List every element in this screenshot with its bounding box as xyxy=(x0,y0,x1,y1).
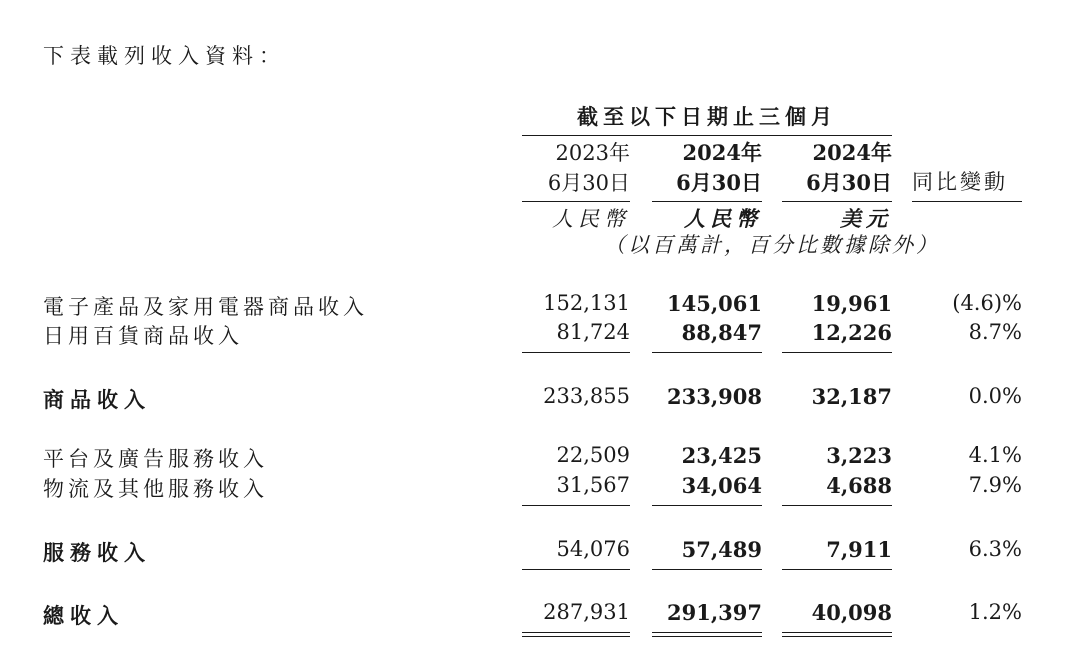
col-2024-usd-date: 6月30日 xyxy=(806,170,892,195)
subtotal-rule xyxy=(782,352,892,353)
cell-2024-cny: 34,064 xyxy=(681,473,762,498)
cell-change: 0.0% xyxy=(968,384,1022,408)
col-2024-cny-rule xyxy=(652,201,762,202)
subtotal-rule xyxy=(522,505,630,506)
cell-2023: 54,076 xyxy=(556,537,630,561)
subtotal-rule xyxy=(652,569,762,570)
row-label-logistics: 物流及其他服務收入 xyxy=(43,477,268,501)
col-2023-currency: 人民幣 xyxy=(552,207,630,231)
subtotal-rule xyxy=(522,569,630,570)
cell-2024-usd: 19,961 xyxy=(811,291,892,316)
period-header: 截至以下日期止三個月 xyxy=(577,104,837,129)
period-rule xyxy=(522,135,892,136)
col-2023-date: 6月30日 xyxy=(547,171,630,195)
col-2024-usd-rule xyxy=(782,201,892,202)
col-2023-header xyxy=(522,138,630,198)
row-label-product-revenue: 商品收入 xyxy=(43,387,151,412)
col-2024-cny-currency: 人民幣 xyxy=(684,206,762,231)
cell-change: 8.7% xyxy=(968,320,1022,344)
total-double-rule xyxy=(782,636,892,637)
cell-2024-usd: 32,187 xyxy=(811,384,892,409)
cell-change: 7.9% xyxy=(968,473,1022,497)
cell-2024-usd: 12,226 xyxy=(811,320,892,345)
cell-2024-cny: 145,061 xyxy=(667,291,762,316)
cell-2024-usd: 40,098 xyxy=(811,600,892,625)
row-label-service-revenue: 服務收入 xyxy=(43,540,151,565)
row-label-electronics: 電子產品及家用電器商品收入 xyxy=(43,295,368,319)
unit-note: （以百萬計，百分比數據除外） xyxy=(604,233,940,257)
cell-change: 6.3% xyxy=(968,537,1022,561)
cell-2023: 287,931 xyxy=(543,600,630,624)
cell-2024-cny: 291,397 xyxy=(667,600,762,625)
total-double-rule xyxy=(522,636,630,637)
total-double-rule xyxy=(652,636,762,637)
cell-change: (4.6)% xyxy=(952,291,1022,315)
subtotal-rule xyxy=(652,352,762,353)
col-2024-cny-header xyxy=(652,138,762,198)
row-label-platform-ads: 平台及廣告服務收入 xyxy=(43,447,268,471)
intro-text: 下表載列收入資料： xyxy=(43,44,286,68)
subtotal-rule xyxy=(782,505,892,506)
cell-2023: 31,567 xyxy=(556,473,630,497)
cell-2024-cny: 88,847 xyxy=(681,320,762,345)
subtotal-rule xyxy=(652,505,762,506)
cell-change: 4.1% xyxy=(968,443,1022,467)
col-2024-usd-currency: 美元 xyxy=(840,206,892,231)
cell-2023: 152,131 xyxy=(543,291,630,315)
cell-2024-usd: 4,688 xyxy=(826,473,892,498)
subtotal-rule xyxy=(522,352,630,353)
total-double-rule xyxy=(782,632,892,633)
total-double-rule xyxy=(522,632,630,633)
total-double-rule xyxy=(652,632,762,633)
col-2024-cny-year: 2024年 xyxy=(682,140,762,165)
cell-2024-cny: 23,425 xyxy=(681,443,762,468)
change-header: 同比變動 xyxy=(912,170,1008,194)
col-2024-cny-date: 6月30日 xyxy=(676,170,762,195)
col-2024-usd-year: 2024年 xyxy=(812,140,892,165)
row-label-general-merchandise: 日用百貨商品收入 xyxy=(43,324,243,348)
cell-2023: 22,509 xyxy=(556,443,630,467)
cell-change: 1.2% xyxy=(968,600,1022,624)
cell-2023: 233,855 xyxy=(543,384,630,408)
col-2023-rule xyxy=(522,201,630,202)
change-rule xyxy=(912,201,1022,202)
subtotal-rule xyxy=(782,569,892,570)
cell-2023: 81,724 xyxy=(556,320,630,344)
cell-2024-usd: 3,223 xyxy=(826,443,892,468)
col-2023-year: 2023年 xyxy=(555,141,630,165)
col-2024-usd-header xyxy=(782,138,892,198)
cell-2024-cny: 57,489 xyxy=(681,537,762,562)
cell-2024-cny: 233,908 xyxy=(667,384,762,409)
row-label-total-revenue: 總收入 xyxy=(43,603,124,628)
cell-2024-usd: 7,911 xyxy=(826,537,892,562)
